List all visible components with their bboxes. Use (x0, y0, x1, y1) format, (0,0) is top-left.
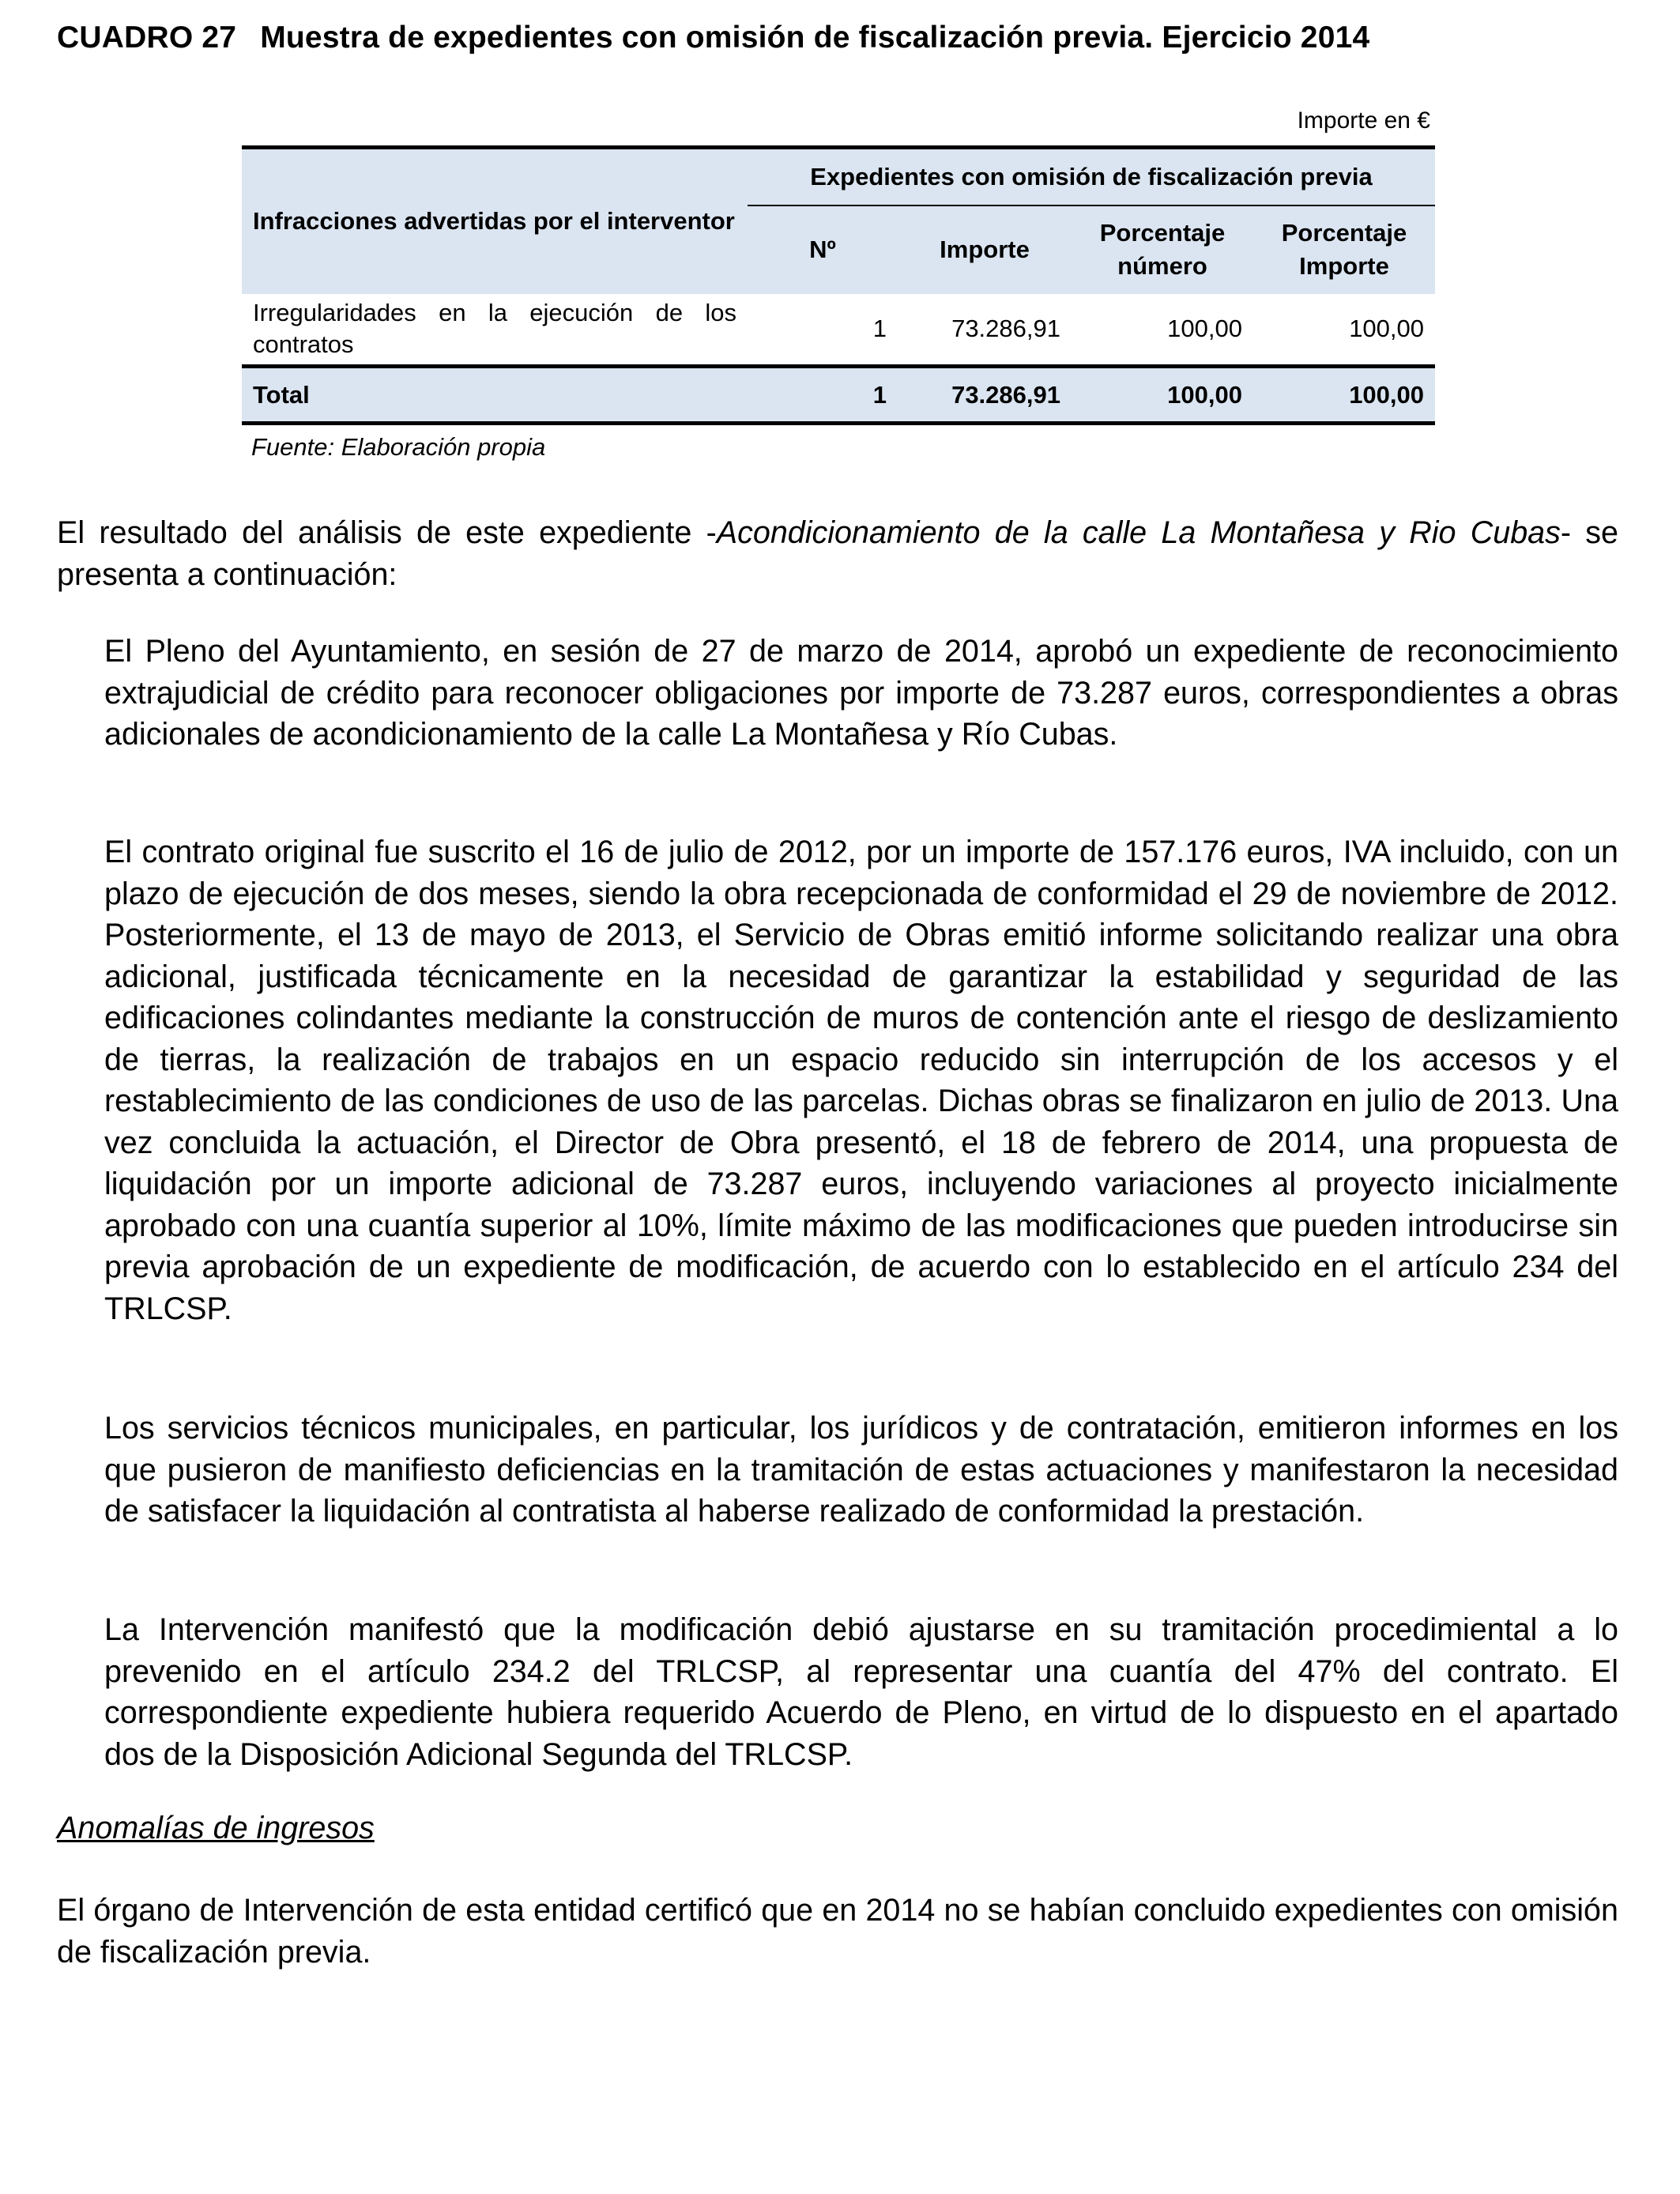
total-importe: 73.286,91 (898, 367, 1072, 424)
header-infracciones: Infracciones advertidas por el interventor (242, 148, 748, 294)
unit-note: Importe en € (1297, 107, 1430, 134)
total-n: 1 (748, 367, 898, 424)
intro-before: El resultado del análisis de este expediente - (57, 515, 717, 550)
table-heading (57, 21, 1369, 55)
header-group: Expedientes con omisión de fiscalización previa (748, 148, 1435, 205)
row-label: Irregularidades en la ejecución de los contratos (253, 299, 736, 359)
table-number: CUADRO 27 (57, 21, 237, 55)
total-label: Total (242, 367, 748, 424)
header-pct-importe: Porcentaje Importe (1253, 205, 1435, 294)
intro-project-name: Acondicionamiento de la calle La Montañesa y Rio Cubas (716, 515, 1561, 550)
section-paragraph: El órgano de Intervención de esta entidad certificó que en 2014 no se habían concluido expedientes con omisión de fiscalización previa. (57, 1893, 1618, 1970)
expedientes-table (242, 145, 1435, 425)
header-pct-numero: Porcentaje número (1072, 205, 1253, 294)
total-pct-numero: 100,00 (1072, 367, 1253, 424)
header-importe: Importe (898, 205, 1072, 294)
row-pct-importe: 100,00 (1349, 315, 1425, 343)
row-n: 1 (872, 315, 887, 343)
paragraph-contrato: El contrato original fue suscrito el 16 de julio de 2012, por un importe de 157.176 euros, IVA incluido, con un plazo de ejecución de dos meses, siendo la obra recepcionada de conformidad el 29 de noviembre de 2012. Posteriormente, el 13 de mayo de 2013, el Servicio de Obras emitió informe solicitando realizar una obra adicional, justificada técnicamente en la necesidad de garantizar la estabilidad y seguridad de las edificaciones colindantes mediante la construcción de muros de contención ante el riesgo de deslizamiento de tierras, la realización de trabajos en un espacio reducido sin interrupción de los accesos y el restablecimiento de las condiciones de uso de las parcelas. Dichas obras se finalizaron en julio de 2013. Una vez concluida la actuación, el Director de Obra presentó, el 18 de febrero de 2014, una propuesta de liquidación por un importe adicional de 73.287 euros, incluyendo variaciones al proyecto inicialmente aprobado con una cuantía superior al 10%, límite máximo de las modificaciones que pueden introducirse sin previa aprobación de un expediente de modificación, de acuerdo con lo establecido en el artículo 234 del TRLCSP. (104, 835, 1618, 1326)
paragraph-servicios: Los servicios técnicos municipales, en particular, los jurídicos y de contratación, emitieron informes en los que pusieron de manifiesto deficiencias en la tramitación de estas actuaciones y manifestaron la necesidad de satisfacer la liquidación al contratista al haberse realizado de conformidad la prestación. (104, 1411, 1618, 1529)
header-n: Nº (748, 205, 898, 294)
header-row-1 (242, 148, 1435, 205)
section-heading: Anomalías de ingresos (57, 1811, 375, 1845)
row-importe: 73.286,91 (951, 315, 1060, 343)
intro-paragraph (57, 512, 1618, 595)
paragraph-intervencion: La Intervención manifestó que la modificación debió ajustarse en su tramitación procedimiental a lo prevenido en el artículo 234.2 del TRLCSP, al representar una cuantía del 47% del contrato. El correspondiente expediente hubiera requerido Acuerdo de Pleno, en virtud de lo dispuesto en el apartado dos de la Disposición Adicional Segunda del TRLCSP. (104, 1612, 1618, 1772)
table-row (242, 294, 1435, 367)
row-pct-numero: 100,00 (1167, 315, 1242, 343)
table-title: Muestra de expedientes con omisión de fiscalización previa. Ejercicio 2014 (260, 21, 1370, 55)
paragraph-pleno: El Pleno del Ayuntamiento, en sesión de 27 de marzo de 2014, aprobó un expediente de reconocimiento extrajudicial de crédito para reconocer obligaciones por importe de 73.287 euros, correspondientes a obras adicionales de acondicionamiento de la calle La Montañesa y Río Cubas. (104, 634, 1618, 752)
intro-after: - se presenta a continuación: (57, 515, 1618, 592)
total-pct-importe: 100,00 (1253, 367, 1435, 424)
table-source: Fuente: Elaboración propia (251, 433, 546, 461)
total-row (242, 367, 1435, 424)
